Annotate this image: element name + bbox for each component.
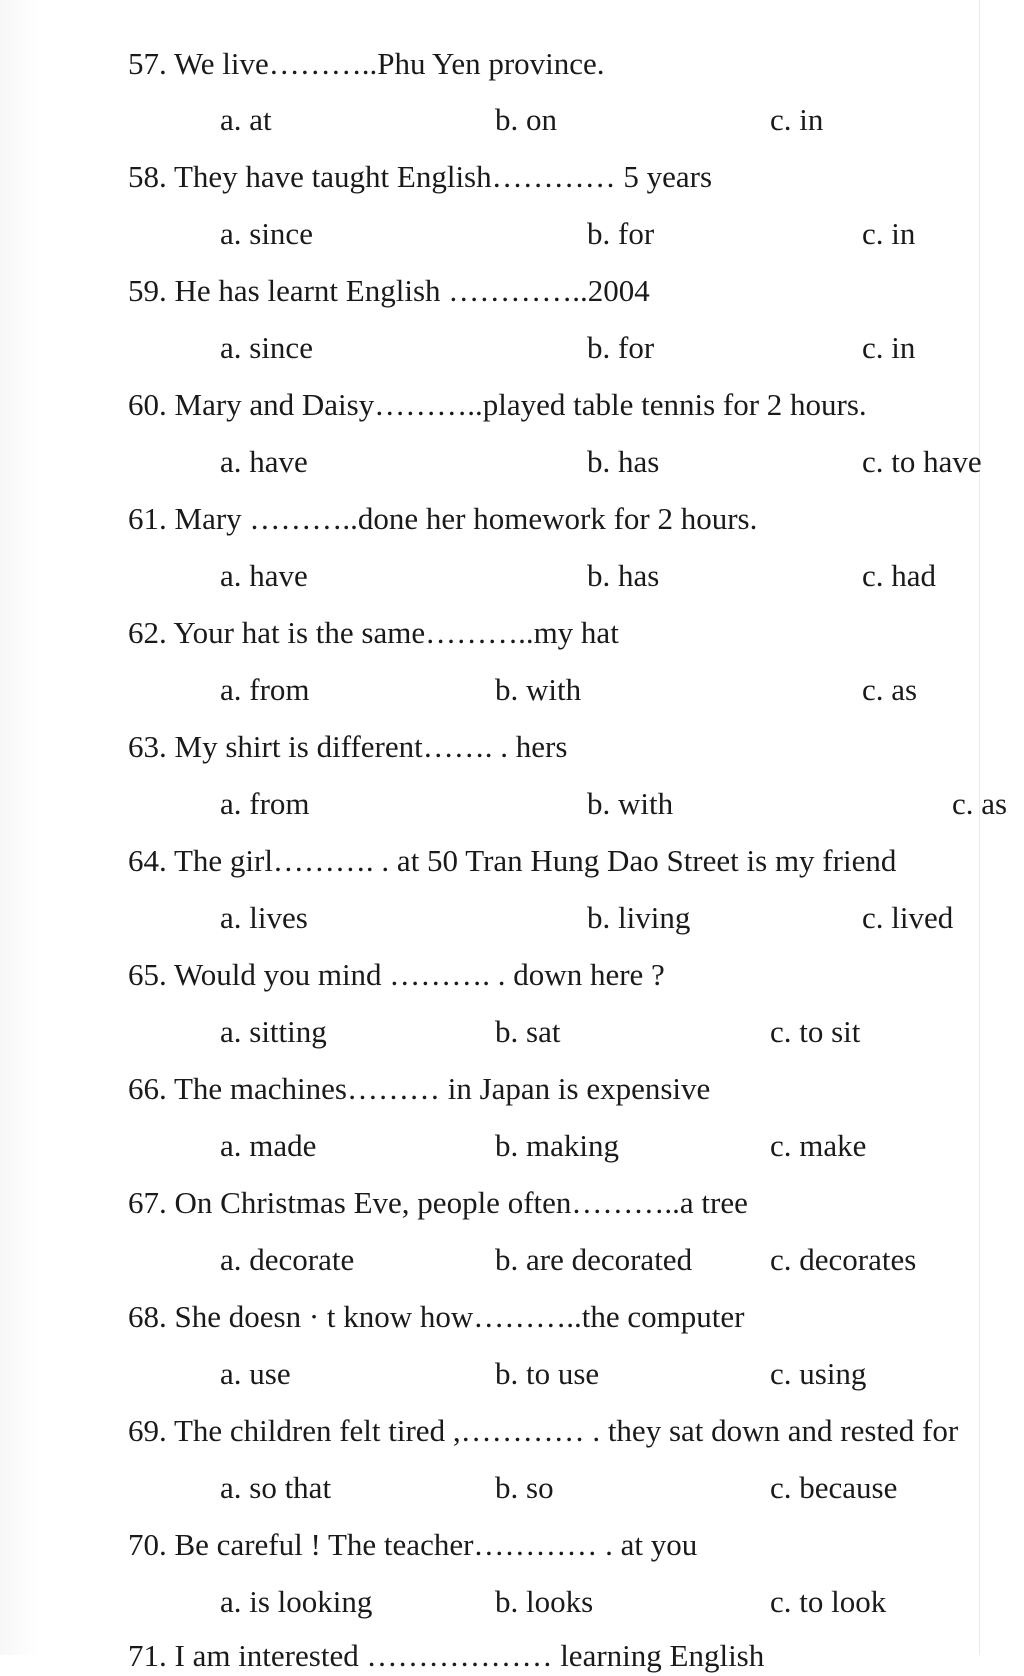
option-b: b. with [587,786,674,821]
question-70 [0,1525,1024,1565]
option-c: c. to have [862,444,982,479]
option-b: b. has [587,444,660,479]
question-61 [0,499,1024,539]
option-a: a. made [220,1128,317,1163]
option-c: c. had [862,558,937,593]
option-a: a. use [220,1356,291,1391]
option-c: c. lived [862,900,954,935]
options-69 [0,1468,1024,1508]
option-b: b. with [495,672,582,707]
option-b: b. has [587,558,660,593]
question-65 [0,955,1024,995]
options-63 [0,784,1024,824]
question-69 [0,1411,1024,1451]
option-c: c. decorates [770,1242,917,1277]
option-b: b. on [495,102,557,137]
option-b: b. for [587,330,655,365]
option-c: c. to look [770,1584,887,1619]
question-71-partial: 71. I am interested ……………… learning English [128,1638,765,1673]
question-text: 65. Would you mind ………. . down here ? [128,957,665,992]
question-text: 60. Mary and Daisy………..played table tennis for 2 hours. [128,387,867,422]
question-60 [0,385,1024,425]
option-c: c. as [952,786,1008,821]
question-64 [0,841,1024,881]
options-65 [0,1012,1024,1052]
question-63 [0,727,1024,767]
question-66 [0,1069,1024,1109]
question-text: 62. Your hat is the same………..my hat [128,615,619,650]
option-a: a. from [220,786,310,821]
options-60 [0,442,1024,482]
option-c: c. using [770,1356,867,1391]
question-text: 59. He has learnt English …………..2004 [128,273,650,308]
question-67 [0,1183,1024,1223]
options-64 [0,898,1024,938]
option-c: c. make [770,1128,867,1163]
option-a: a. from [220,672,310,707]
option-c: c. because [770,1470,898,1505]
options-57 [0,100,1024,140]
option-b: b. living [587,900,691,935]
question-text: 70. Be careful ! The teacher………… . at you [128,1527,698,1562]
option-a: a. is looking [220,1584,373,1619]
option-c: c. in [862,330,916,365]
option-b: b. looks [495,1584,594,1619]
option-c: c. to sit [770,1014,861,1049]
question-57 [0,44,1024,84]
option-a: a. at [220,102,272,137]
question-text: 67. On Christmas Eve, people often………..a tree [128,1185,748,1220]
options-68 [0,1354,1024,1394]
question-58 [0,157,1024,197]
question-59 [0,271,1024,311]
options-62 [0,670,1024,710]
option-b: b. are decorated [495,1242,693,1277]
options-66 [0,1126,1024,1166]
question-62 [0,613,1024,653]
option-a: a. since [220,330,313,365]
option-a: a. decorate [220,1242,355,1277]
option-b: b. sat [495,1014,561,1049]
question-68 [0,1297,1024,1337]
option-b: b. so [495,1470,554,1505]
option-a: a. since [220,216,313,251]
question-text: 64. The girl………. . at 50 Tran Hung Dao Street is my friend [128,843,897,878]
question-text: 61. Mary ………..done her homework for 2 hours. [128,501,758,536]
options-61 [0,556,1024,596]
option-c: c. in [862,216,916,251]
option-c: c. as [862,672,918,707]
question-text: 69. The children felt tired ,………… . they sat down and rested for [128,1413,959,1448]
option-c: c. in [770,102,824,137]
option-b: b. to use [495,1356,600,1391]
option-a: a. have [220,558,308,593]
question-text: 58. They have taught English………… 5 years [128,159,713,194]
option-b: b. making [495,1128,619,1163]
option-a: a. have [220,444,308,479]
options-70 [0,1582,1024,1622]
option-a: a. sitting [220,1014,327,1049]
options-67 [0,1240,1024,1280]
option-a: a. lives [220,900,308,935]
option-a: a. so that [220,1470,332,1505]
question-text: 57. We live………..Phu Yen province. [128,46,605,81]
options-59 [0,328,1024,368]
option-b: b. for [587,216,655,251]
question-text: 63. My shirt is different……. . hers [128,729,568,764]
question-text: 66. The machines……… in Japan is expensive [128,1071,711,1106]
options-58 [0,214,1024,254]
question-text: 68. She doesn · t know how………..the computer [128,1299,745,1334]
